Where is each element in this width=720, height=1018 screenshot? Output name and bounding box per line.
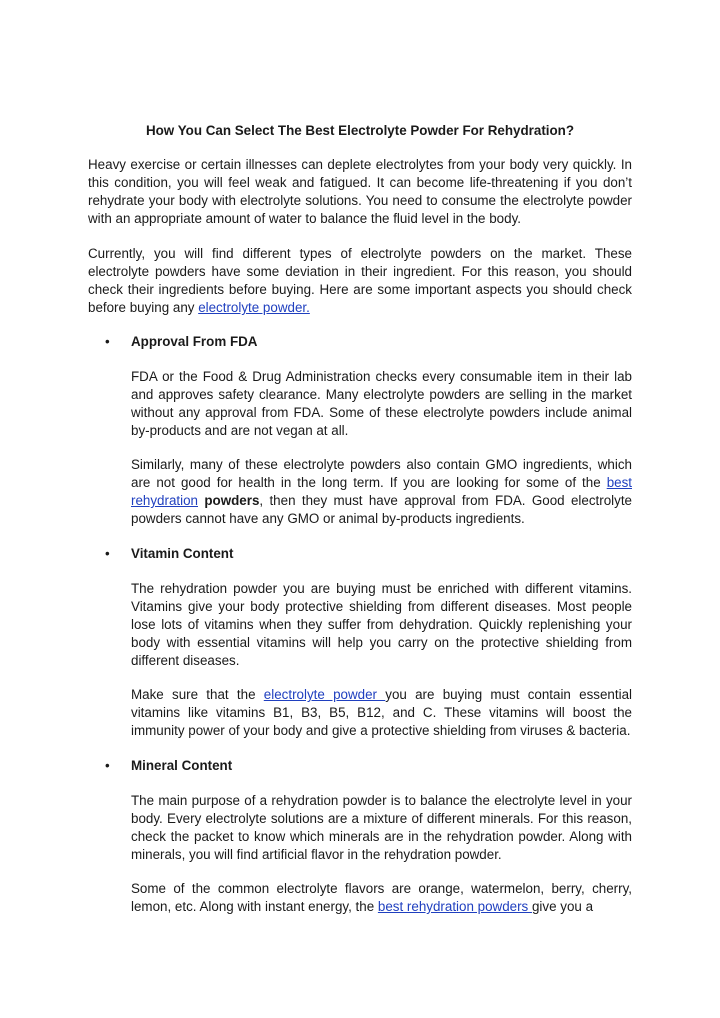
mineral-paragraph-2 (131, 880, 632, 916)
intro-paragraph-2-text: Currently, you will find different types of electrolyte powders on the market. These electrolyte powders have some deviation in their ingredient. For this reason, you should check their ingredients before buying. Here are some important aspects you should check before buying any (88, 246, 632, 315)
bold-powders-text: powders (204, 493, 260, 508)
intro-paragraph-2 (88, 245, 632, 317)
electrolyte-powder-link[interactable]: electrolyte powder. (198, 300, 310, 315)
vitamin-paragraph-2 (131, 686, 632, 740)
best-rehydration-powders-link[interactable]: best rehydration powders (377, 899, 532, 914)
mineral-paragraph-1: The main purpose of a rehydration powder is to balance the electrolyte level in your body. Every electrolyte solutions are a mixture of different minerals. For this reason, check the packet to know which minerals are in the rehydration powder. Along with minerals, you will find artificial flavor in the rehydration powder. (131, 793, 632, 862)
fda-paragraph-2-text: Similarly, many of these electrolyte powders also contain GMO ingredients, which are not good for health in the long term. If you are looking for some of the (131, 457, 632, 490)
vitamin-paragraph-2-text-end: you are buying must contain essential vitamins like vitamins B1, B3, B5, B12, and C. These vitamins will boost the immunity power of your body and give a protective shielding from viruses & bacteria. (131, 687, 632, 738)
intro-paragraph-1: Heavy exercise or certain illnesses can deplete electrolytes from your body very quickly. In this condition, you will feel weak and fatigued. It can become life-threatening if you don’t rehydrate your body with electrolyte solutions. You need to consume the electrolyte powder with an appropriate amount of water to balance the fluid level in the body. (88, 157, 632, 226)
mineral-paragraph-2-text-end: give you a (531, 899, 594, 914)
mineral-paragraph-2-text: Some of the common electrolyte flavors are orange, watermelon, berry, cherry, lemon, etc. Along with instant energy, the (131, 881, 632, 914)
fda-paragraph-2-text-end: , then they must have approval from FDA. Good electrolyte powders cannot have any GMO or animal by-products ingredients. (131, 493, 632, 526)
vitamin-paragraph-2-text: Make sure that the (131, 687, 264, 702)
best-rehydration-link[interactable]: best rehydration (131, 475, 632, 508)
bullet-marker: • (105, 334, 110, 349)
section-heading-fda: Approval From FDA (131, 334, 258, 349)
bullet-marker: • (105, 758, 110, 773)
fda-paragraph-2 (131, 456, 632, 528)
electrolyte-powder-link-2[interactable]: electrolyte powder (263, 687, 386, 702)
section-heading-vitamin: Vitamin Content (131, 546, 234, 561)
bullet-marker: • (105, 546, 110, 561)
fda-paragraph-1: FDA or the Food & Drug Administration checks every consumable item in their lab and approves safety clearance. Many electrolyte powders are selling in the market without any approval from FDA. Some of these electrolyte powders include animal by-products and are not vegan at all. (131, 369, 632, 438)
page-title: How You Can Select The Best Electrolyte Powder For Rehydration? (145, 123, 575, 138)
section-heading-mineral: Mineral Content (131, 758, 233, 773)
vitamin-paragraph-1: The rehydration powder you are buying must be enriched with different vitamins. Vitamins give your body protective shielding from different diseases. Most people lose lots of vitamins when they suffer from dehydration. Quickly replenishing your body with essential vitamins will help you carry on the protective shielding from different diseases. (131, 581, 632, 668)
